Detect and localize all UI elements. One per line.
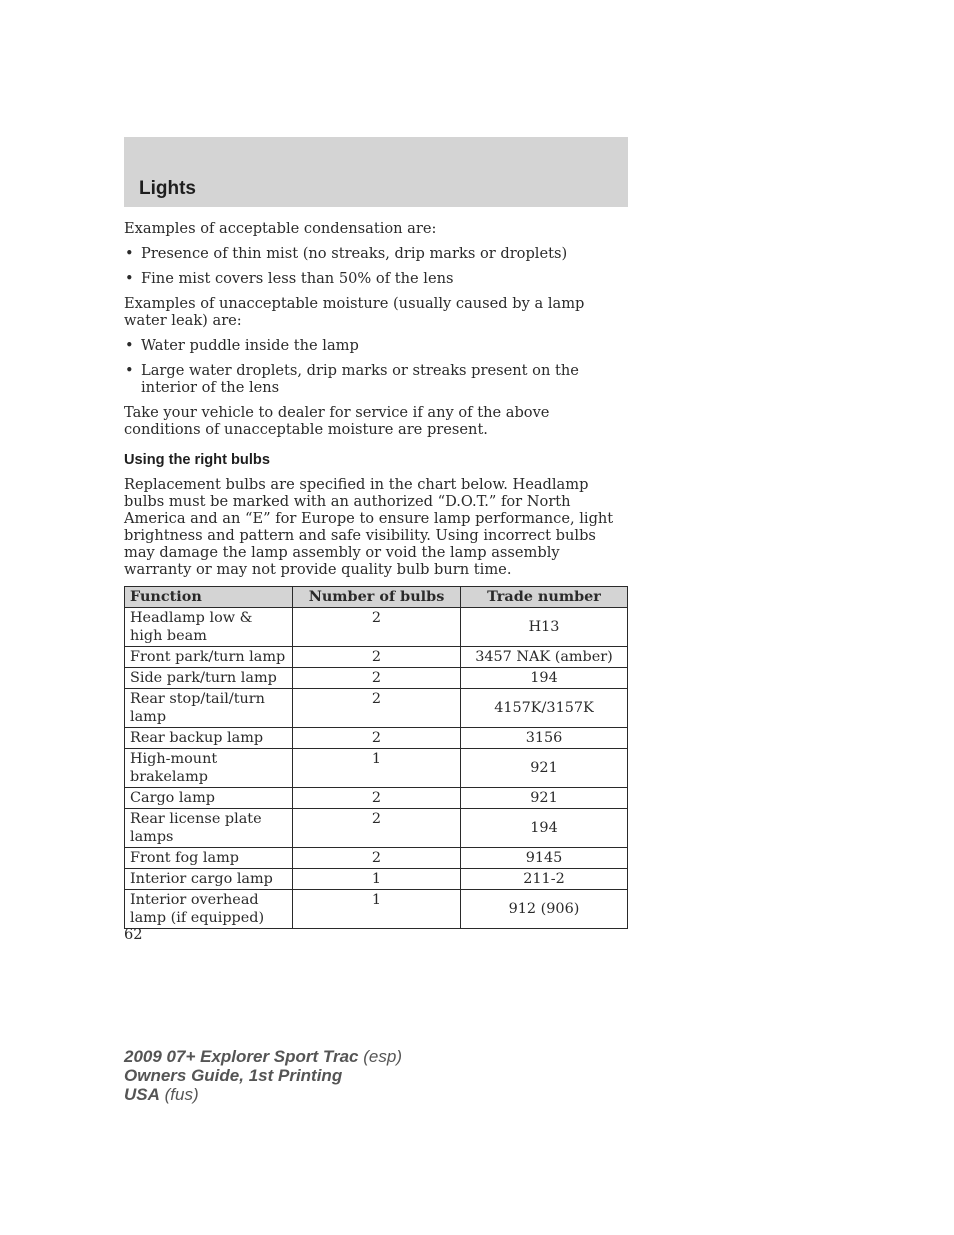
function-cell: Interior cargo lamp [125,869,293,890]
trade-number-cell: H13 [461,608,628,647]
column-header: Trade number [461,587,628,608]
bulb-count-cell: 2 [293,668,461,689]
page-content [124,220,628,929]
bulbs-paragraph: Replacement bulbs are specified in the chart below. Headlamp bulbs must be marked with an authorized “D.O.T.” for North America and an “E” for Europe to ensure lamp performance, light brightness and pattern and safe visibility. Using incorrect bulbs may damage the lamp assembly or void the lamp assembly warranty or may not provide quality bulb burn time. [124,476,614,578]
function-cell: High-mount brakelamp [125,749,293,788]
table-row [125,809,628,848]
condensation-intro: Examples of acceptable condensation are: [124,220,437,237]
trade-number-cell: 194 [461,668,628,689]
list-item: • Presence of thin mist (no streaks, drip marks or droplets) [125,245,568,262]
print-footer [124,1047,402,1104]
bulb-count-cell: 2 [293,788,461,809]
table-row [125,848,628,869]
function-cell: Front park/turn lamp [125,647,293,668]
function-cell: Rear stop/tail/turn lamp [125,689,293,728]
list-item: • Fine mist covers less than 50% of the lens [125,270,454,287]
function-cell: Headlamp low & high beam [125,608,293,647]
footer-line-3: USA (fus) [124,1085,199,1104]
unacceptable-list [124,337,628,396]
bulb-count-cell: 2 [293,848,461,869]
list-item: • Water puddle inside the lamp [125,337,359,354]
bulb-count-cell: 2 [293,809,461,848]
list-item: • Large water droplets, drip marks or streaks present on the interior of the lens [125,362,579,396]
bulb-count-cell: 2 [293,608,461,647]
bulb-count-cell: 2 [293,728,461,749]
table-row [125,668,628,689]
table-row [125,728,628,749]
bulb-table-body [125,608,628,929]
bullet-icon: • [125,270,134,287]
function-cell: Front fog lamp [125,848,293,869]
bulb-count-cell: 1 [293,869,461,890]
bullet-icon: • [125,362,134,379]
trade-number-cell: 3156 [461,728,628,749]
trade-number-cell: 211-2 [461,869,628,890]
section-title: Lights [139,178,196,199]
bulbs-subheading: Using the right bulbs [124,452,270,468]
table-row [125,749,628,788]
bulb-count-cell: 2 [293,647,461,668]
table-row [125,608,628,647]
bullet-icon: • [125,337,134,354]
bulb-table [124,586,628,929]
moisture-intro: Examples of unacceptable moisture (usually caused by a lamp water leak) are: [124,295,585,329]
bulb-count-cell: 2 [293,689,461,728]
function-cell: Cargo lamp [125,788,293,809]
page-number: 62 [124,926,143,943]
function-cell: Interior overhead lamp (if equipped) [125,890,293,929]
trade-number-cell: 912 (906) [461,890,628,929]
function-cell: Rear license plate lamps [125,809,293,848]
table-row [125,647,628,668]
trade-number-cell: 9145 [461,848,628,869]
function-cell: Side park/turn lamp [125,668,293,689]
table-row [125,890,628,929]
table-row [125,788,628,809]
acceptable-list [124,245,628,287]
table-row [125,689,628,728]
footer-line-1: 2009 07+ Explorer Sport Trac (esp) [124,1047,402,1066]
footer-line-2: Owners Guide, 1st Printing [124,1066,343,1085]
trade-number-cell: 4157K/3157K [461,689,628,728]
column-header: Number of bulbs [293,587,461,608]
trade-number-cell: 3457 NAK (amber) [461,647,628,668]
trade-number-cell: 921 [461,749,628,788]
column-header: Function [125,587,293,608]
section-header-band [124,137,628,207]
function-cell: Rear backup lamp [125,728,293,749]
bulb-count-cell: 1 [293,749,461,788]
bullet-icon: • [125,245,134,262]
bulb-count-cell: 1 [293,890,461,929]
trade-number-cell: 194 [461,809,628,848]
table-header-row [125,587,628,608]
table-row [125,869,628,890]
trade-number-cell: 921 [461,788,628,809]
service-note: Take your vehicle to dealer for service if any of the above conditions of unacceptable moisture are present. [124,404,550,438]
